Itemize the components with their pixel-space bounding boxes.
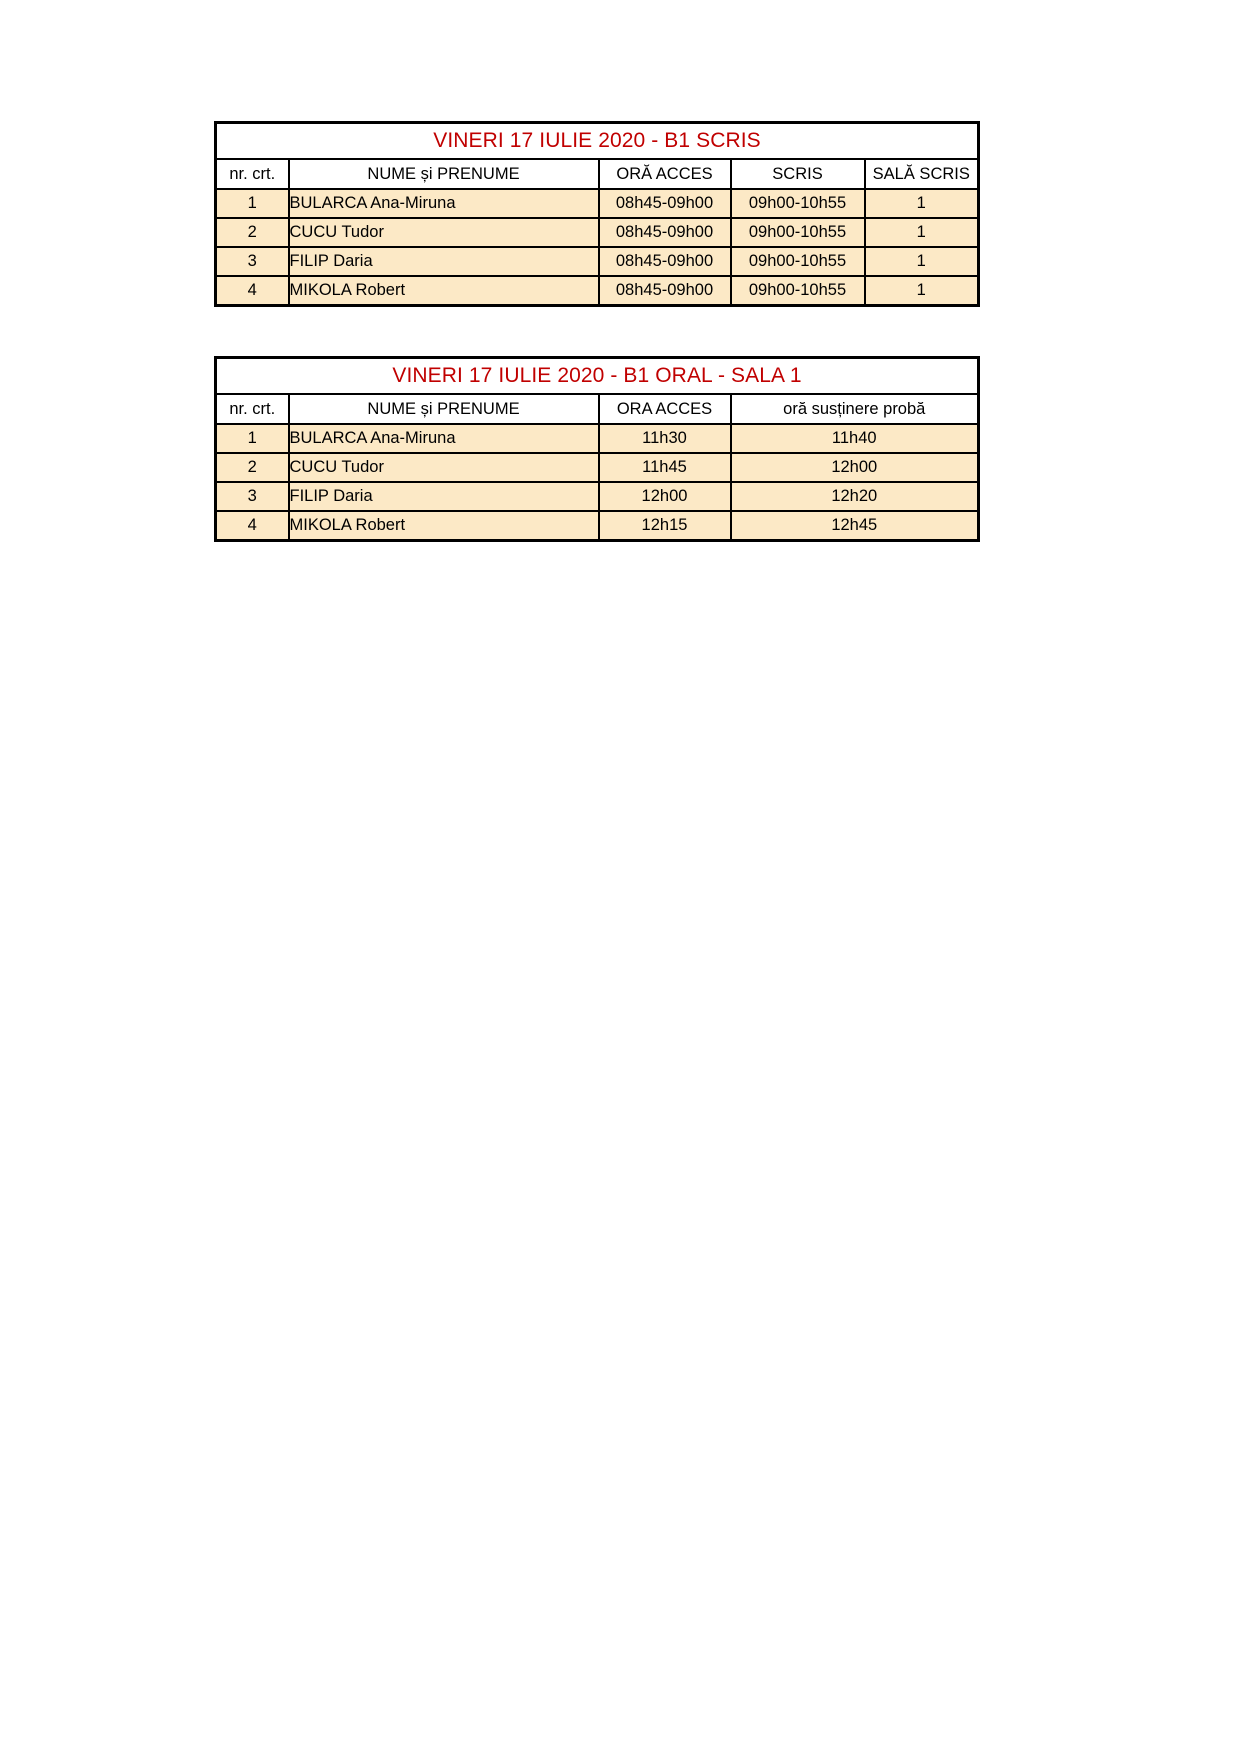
cell-ora-acces: 12h15: [599, 511, 731, 541]
cell-ora-proba: 12h20: [731, 482, 979, 511]
column-header-sala: SALĂ SCRIS: [865, 159, 979, 189]
column-header-name: NUME și PRENUME: [289, 394, 599, 424]
cell-ora-acces: 08h45-09h00: [599, 247, 731, 276]
cell-name: MIKOLA Robert: [289, 511, 599, 541]
column-header-scris: SCRIS: [731, 159, 865, 189]
cell-name: BULARCA Ana-Miruna: [289, 424, 599, 453]
table-title-scris: VINERI 17 IULIE 2020 - B1 SCRIS: [216, 123, 979, 160]
cell-nr-crt: 3: [216, 482, 289, 511]
cell-ora-acces: 08h45-09h00: [599, 189, 731, 218]
column-header-ora-acces: ORA ACCES: [599, 394, 731, 424]
cell-ora-proba: 11h40: [731, 424, 979, 453]
cell-nr-crt: 1: [216, 424, 289, 453]
table-row: [216, 482, 979, 511]
cell-sala: 1: [865, 276, 979, 306]
cell-sala: 1: [865, 189, 979, 218]
cell-name: FILIP Daria: [289, 482, 599, 511]
cell-scris: 09h00-10h55: [731, 218, 865, 247]
column-header-ora-acces: ORĂ ACCES: [599, 159, 731, 189]
cell-scris: 09h00-10h55: [731, 247, 865, 276]
cell-nr-crt: 2: [216, 453, 289, 482]
cell-name: FILIP Daria: [289, 247, 599, 276]
cell-name: CUCU Tudor: [289, 453, 599, 482]
table-title-row: [216, 358, 979, 395]
cell-nr-crt: 3: [216, 247, 289, 276]
cell-name: BULARCA Ana-Miruna: [289, 189, 599, 218]
cell-scris: 09h00-10h55: [731, 189, 865, 218]
cell-nr-crt: 4: [216, 511, 289, 541]
column-header-nr-crt: nr. crt.: [216, 394, 289, 424]
table-title-oral: VINERI 17 IULIE 2020 - B1 ORAL - SALA 1: [216, 358, 979, 395]
cell-ora-proba: 12h45: [731, 511, 979, 541]
cell-ora-acces: 08h45-09h00: [599, 276, 731, 306]
column-header-ora-proba: oră susținere probă: [731, 394, 979, 424]
cell-ora-acces: 11h30: [599, 424, 731, 453]
cell-scris: 09h00-10h55: [731, 276, 865, 306]
schedule-table-scris: [214, 121, 980, 307]
cell-nr-crt: 2: [216, 218, 289, 247]
table-row: [216, 189, 979, 218]
table-header-row: [216, 394, 979, 424]
column-header-name: NUME și PRENUME: [289, 159, 599, 189]
cell-name: MIKOLA Robert: [289, 276, 599, 306]
cell-ora-proba: 12h00: [731, 453, 979, 482]
cell-ora-acces: 08h45-09h00: [599, 218, 731, 247]
table-title-row: [216, 123, 979, 160]
cell-sala: 1: [865, 218, 979, 247]
table-row: [216, 276, 979, 306]
table-row: [216, 511, 979, 541]
table-row: [216, 247, 979, 276]
table-row: [216, 453, 979, 482]
table-row: [216, 218, 979, 247]
cell-nr-crt: 4: [216, 276, 289, 306]
column-header-nr-crt: nr. crt.: [216, 159, 289, 189]
table-header-row: [216, 159, 979, 189]
cell-nr-crt: 1: [216, 189, 289, 218]
schedule-table-oral: [214, 356, 980, 542]
cell-name: CUCU Tudor: [289, 218, 599, 247]
cell-sala: 1: [865, 247, 979, 276]
cell-ora-acces: 11h45: [599, 453, 731, 482]
table-row: [216, 424, 979, 453]
cell-ora-acces: 12h00: [599, 482, 731, 511]
